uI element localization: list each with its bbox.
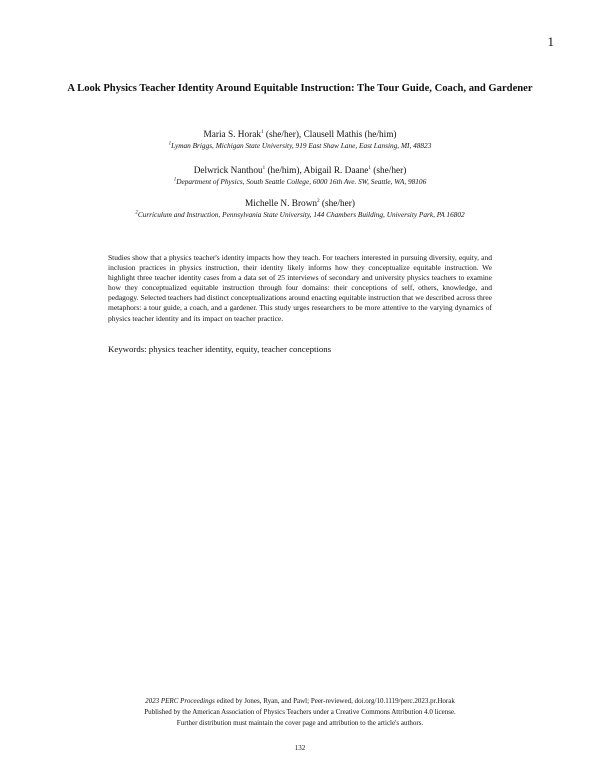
author-group-2	[90, 165, 510, 187]
affiliation	[90, 210, 510, 220]
author-group-3	[90, 198, 510, 220]
paper-title: A Look Physics Teacher Identity Around Equitable Instruction: The Tour Guide, Coach, and Gardener	[67, 83, 533, 94]
author-pronoun: (she/her)	[319, 199, 355, 209]
author-pronoun: (he/him)	[362, 130, 397, 140]
affiliation-text: Curriculum and Instruction, Pennsylvania State University, 144 Chambers Building, University Park, PA 16802	[137, 210, 465, 219]
author-name: Abigail R. Daane	[303, 166, 369, 176]
affiliation-sup: 1	[168, 141, 172, 147]
page-number-bottom: 132	[294, 744, 306, 752]
footer	[60, 696, 540, 729]
affiliation-text: Lyman Briggs, Michigan State University, 919 East Shaw Lane, East Lansing, MI, 48823	[171, 141, 432, 150]
footer-line-1-rest: edited by Jones, Ryan, and Pawl; Peer-reviewed, doi.org/10.1119/perc.2023.pr.Horak	[214, 697, 455, 705]
affiliation-text: Department of Physics, South Seattle College, 6000 16th Ave. SW, Seattle, WA, 98106	[176, 177, 427, 186]
affiliation-sup: 2	[135, 210, 138, 216]
keywords: Keywords: physics teacher identity, equity, teacher conceptions	[108, 344, 332, 354]
author-line	[90, 129, 510, 141]
author-sup: 1	[262, 165, 266, 171]
author-line	[90, 165, 510, 177]
author-name: Clausell Mathis	[303, 130, 363, 140]
proceedings-name: 2023 PERC Proceedings	[145, 697, 215, 705]
footer-line-1	[60, 696, 540, 707]
author-pronoun: (he/him),	[265, 166, 304, 176]
affiliation	[90, 141, 510, 151]
affiliation	[90, 177, 510, 187]
author-sup: 1	[261, 129, 264, 135]
author-name: Michelle N. Brown	[245, 199, 318, 209]
author-pronoun: (she/her),	[263, 130, 304, 140]
author-pronoun: (she/her)	[370, 166, 407, 176]
author-sup: 2	[317, 198, 320, 204]
affiliation-sup: 1	[173, 177, 177, 183]
footer-line-3: Further distribution must maintain the cover page and attribution to the article's authors.	[176, 719, 424, 727]
abstract: Studies show that a physics teacher's identity impacts how they teach. For teachers interested in pursuing diversity, equity, and inclusion practices in physics instruction, their identity likely informs how they conceptualize equitable instruction. We highlight three teacher identity cases from a data set of 25 interviews of secondary and university physics teachers to examine how they conceptualized equitable instruction through four domains: their conceptions of self, others, knowledge, and pedagogy. Selected teachers had distinct conceptualizations around enacting equitable instruction that we described across three metaphors: a tour guide, a coach, and a gardener. This study urges researchers to be more attentive to the varying dynamics of physics teacher identity and its impact on teacher practice.	[108, 253, 492, 323]
author-line	[90, 198, 510, 210]
author-name: Maria S. Horak	[203, 130, 262, 140]
footer-line-2: Published by the American Association of Physics Teachers under a Creative Commons Attribution 4.0 license.	[144, 708, 456, 716]
page-number-top: 1	[547, 34, 554, 49]
author-sup: 1	[368, 165, 371, 171]
author-name: Delwrick Nanthou	[193, 166, 263, 176]
author-group-1	[90, 129, 510, 151]
